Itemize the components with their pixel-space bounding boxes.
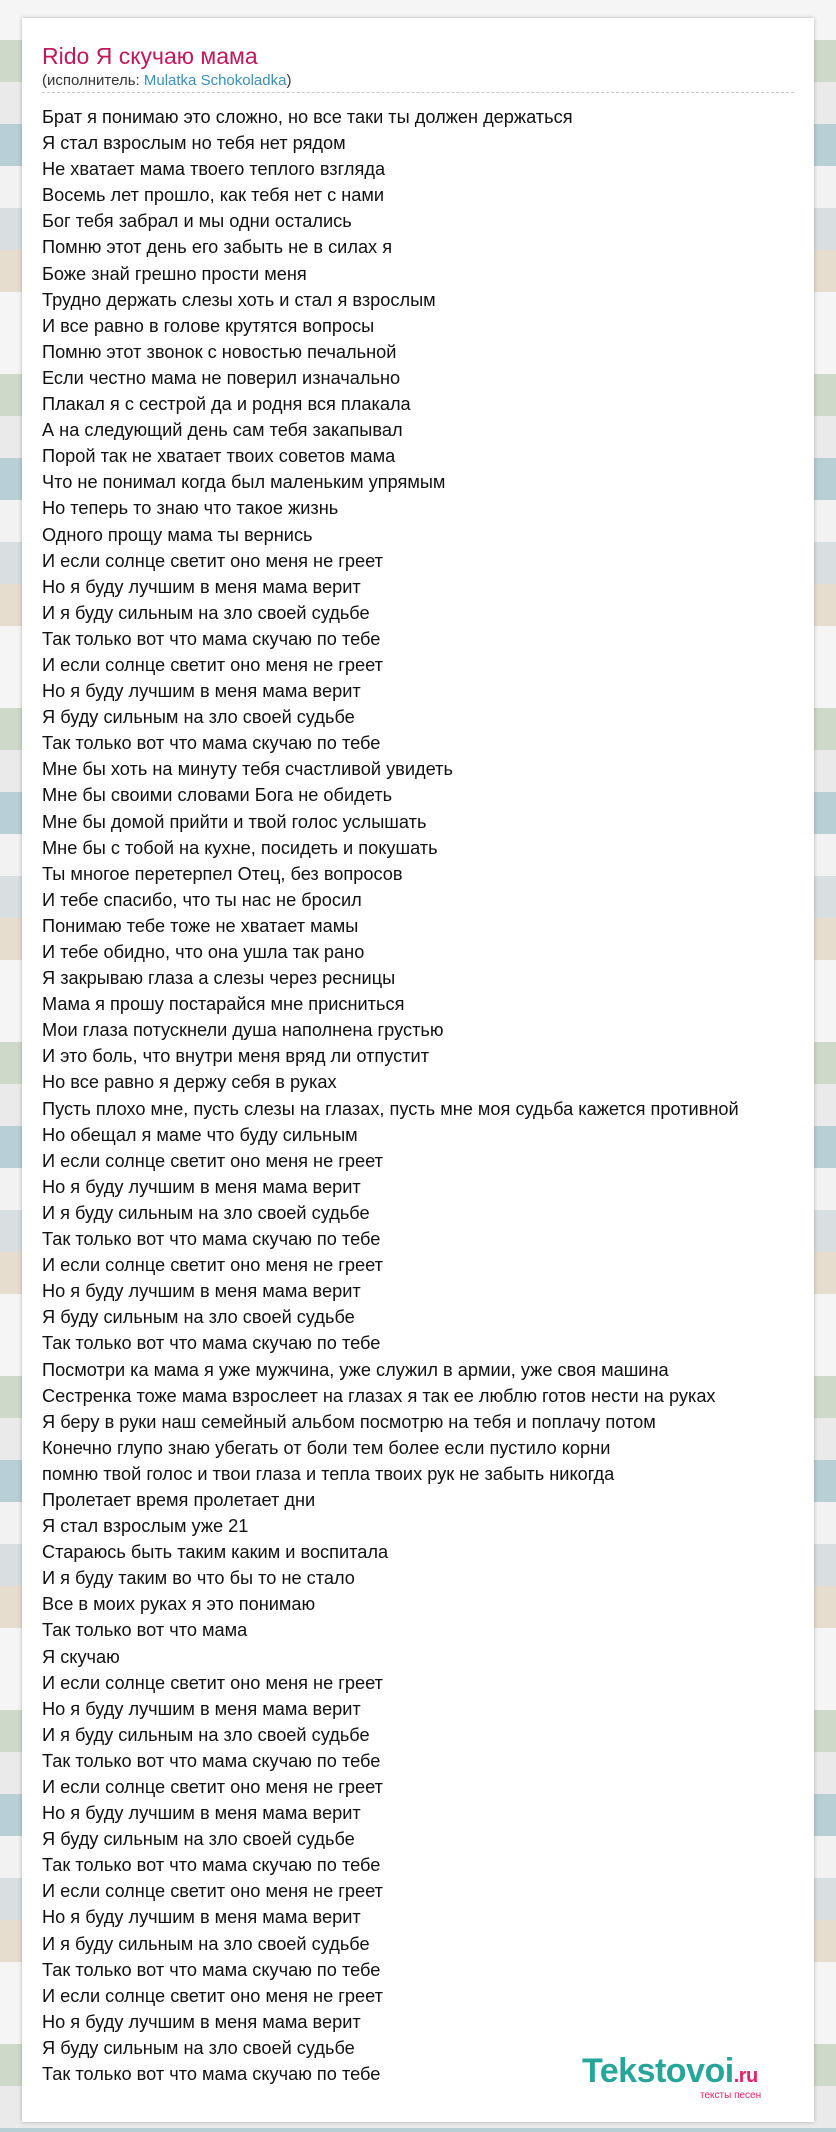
lyric-line: Ты многое перетерпел Отец, без вопросов (42, 863, 403, 884)
lyric-line: И если солнце светит оно меня не греет (42, 550, 383, 571)
lyric-line: Мои глаза потускнели душа наполнена грустью (42, 1020, 444, 1041)
lyric-line: Но я буду лучшим в меня мама верит (42, 1698, 361, 1719)
lyric-line: Мне бы своими словами Бога не обидеть (42, 785, 393, 806)
lyric-line: Я буду сильным на зло своей судьбе (42, 1307, 355, 1328)
lyric-line: Помню этот день его забыть не в силах я (42, 237, 393, 258)
lyric-line: И это боль, что внутри меня вряд ли отпустит (42, 1046, 430, 1067)
lyric-line: Так только вот что мама скучаю по тебе (42, 1855, 381, 1876)
lyric-line: Бог тебя забрал и мы одни остались (42, 211, 352, 232)
lyric-line: И если солнце светит оно меня не греет (42, 1150, 383, 1171)
lyric-line: Боже знай грешно прости меня (42, 263, 307, 284)
lyric-line: И если солнце светит оно меня не греет (42, 1255, 383, 1276)
performer-line (42, 72, 291, 90)
lyric-line: И я буду сильным на зло своей судьбе (42, 602, 370, 623)
lyric-line: Но обещал я маме что буду сильным (42, 1124, 358, 1145)
lyric-line: Мне бы хоть на минуту тебя счастливой увидеть (42, 759, 453, 780)
lyric-line: Трудно держать слезы хоть и стал я взрослым (42, 289, 436, 310)
lyric-line: Если честно мама не поверил изначально (42, 367, 401, 388)
lyric-line: И все равно в голове крутятся вопросы (42, 315, 375, 336)
lyric-line: Пролетает время пролетает дни (42, 1489, 316, 1510)
lyric-line: Но я буду лучшим в меня мама верит (42, 576, 361, 597)
lyric-line: Мне бы домой прийти и твой голос услышать (42, 811, 427, 832)
lyric-line: Я буду сильным на зло своей судьбе (42, 2037, 355, 2058)
lyric-line: Посмотри ка мама я уже мужчина, уже служил в армии, уже своя машина (42, 1359, 669, 1380)
lyric-line: Так только вот что мама (42, 1620, 248, 1641)
lyric-line: Мне бы с тобой на кухне, посидеть и покушать (42, 837, 438, 858)
lyric-line: И если солнце светит оно меня не греет (42, 1672, 383, 1693)
lyric-line: И если солнце светит оно меня не греет (42, 1985, 383, 2006)
lyric-line: Понимаю тебе тоже не хватает мамы (42, 915, 359, 936)
lyric-line: Одного прощу мама ты вернись (42, 524, 313, 545)
performer-link[interactable]: Mulatka Schokoladka (143, 72, 287, 89)
lyric-line: Сестренка тоже мама взрослеет на глазах я так ее люблю готов нести на руках (42, 1385, 716, 1406)
lyric-line: Так только вот что мама скучаю по тебе (42, 2064, 381, 2085)
song-title: Rido Я скучаю мама (42, 43, 258, 69)
lyric-line: И тебе обидно, что она ушла так рано (42, 942, 365, 962)
lyric-line: Пусть плохо мне, пусть слезы на глазах, пусть мне моя судьба кажется противной (42, 1098, 739, 1119)
performer-suffix: ) (286, 72, 292, 89)
lyric-line: помню твой голос и твои глаза и тепла твоих рук не забыть никогда (42, 1463, 615, 1484)
lyric-line: Конечно глупо знаю убегать от боли тем более если пустило корни (42, 1437, 611, 1458)
lyric-line: И если солнце светит оно меня не греет (42, 1777, 383, 1797)
lyric-line: Что не понимал когда был маленьким упрямым (42, 472, 446, 493)
lyric-line: И я буду сильным на зло своей судьбе (42, 1202, 370, 1223)
lyrics-text (42, 104, 832, 2087)
performer-prefix: (исполнитель: (42, 72, 144, 89)
lyric-line: Я буду сильным на зло своей судьбе (42, 707, 355, 728)
lyric-line: И я буду сильным на зло своей судьбе (42, 1933, 370, 1954)
lyric-line: И если солнце светит оно меня не греет (42, 654, 383, 675)
lyric-line: Но я буду лучшим в меня мама верит (42, 1907, 361, 1928)
lyric-line: Брат я понимаю это сложно, но все таки ты должен держаться (42, 107, 573, 127)
lyric-line: Так только вот что мама скучаю по тебе (42, 1959, 381, 1980)
lyric-line: Так только вот что мама скучаю по тебе (42, 1750, 381, 1771)
lyric-line: Восемь лет прошло, как тебя нет с нами (42, 185, 385, 206)
lyric-line: Так только вот что мама скучаю по тебе (42, 733, 381, 754)
lyric-line: Но я буду лучшим в меня мама верит (42, 1176, 361, 1197)
lyric-line: Я беру в руки наш семейный альбом посмотрю на тебя и поплачу потом (42, 1411, 656, 1432)
lyric-line: Я стал взрослым уже 21 (42, 1516, 249, 1537)
logo-tld: .ru (733, 2065, 758, 2087)
lyric-line: Но я буду лучшим в меня мама верит (42, 2011, 361, 2032)
lyric-line: Я скучаю (42, 1646, 120, 1667)
lyric-line: Но все равно я держу себя в руках (42, 1072, 337, 1093)
site-logo[interactable] (582, 2052, 758, 2095)
logo-tagline: тексты песен (700, 2090, 762, 2101)
lyric-line: А на следующий день сам тебя закапывал (42, 420, 403, 441)
title-divider (42, 92, 794, 93)
lyric-line: Помню этот звонок с новостью печальной (42, 341, 397, 362)
lyric-line: Стараюсь быть таким каким и воспитала (42, 1542, 389, 1563)
lyric-line: Но я буду лучшим в меня мама верит (42, 681, 361, 702)
lyric-line: И я буду таким во что бы то не стало (42, 1568, 355, 1589)
lyric-line: Так только вот что мама скучаю по тебе (42, 1229, 381, 1250)
lyric-line: И тебе спасибо, что ты нас не бросил (42, 889, 362, 910)
lyrics-card (22, 18, 814, 2122)
lyric-line: Все в моих руках я это понимаю (42, 1594, 316, 1615)
lyric-line: И я буду сильным на зло своей судьбе (42, 1724, 370, 1745)
lyric-line: Плакал я с сестрой да и родня вся плакала (42, 394, 411, 415)
logo-name: Tekstovoi (582, 2052, 734, 2090)
lyric-line: Мама я прошу постарайся мне присниться (42, 994, 405, 1015)
lyric-line: Я стал взрослым но тебя нет рядом (42, 133, 346, 154)
lyric-line: Я закрываю глаза а слезы через ресницы (42, 968, 396, 989)
lyric-line: Так только вот что мама скучаю по тебе (42, 1333, 381, 1354)
lyric-line: Так только вот что мама скучаю по тебе (42, 628, 381, 649)
lyric-line: Не хватает мама твоего теплого взгляда (42, 159, 386, 180)
lyric-line: Но я буду лучшим в меня мама верит (42, 1803, 361, 1824)
lyric-line: Я буду сильным на зло своей судьбе (42, 1829, 355, 1850)
lyric-line: Но теперь то знаю что такое жизнь (42, 498, 339, 519)
lyric-line: Но я буду лучшим в меня мама верит (42, 1281, 361, 1302)
lyric-line: И если солнце светит оно меня не греет (42, 1881, 383, 1902)
lyric-line: Порой так не хватает твоих советов мама (42, 446, 396, 467)
